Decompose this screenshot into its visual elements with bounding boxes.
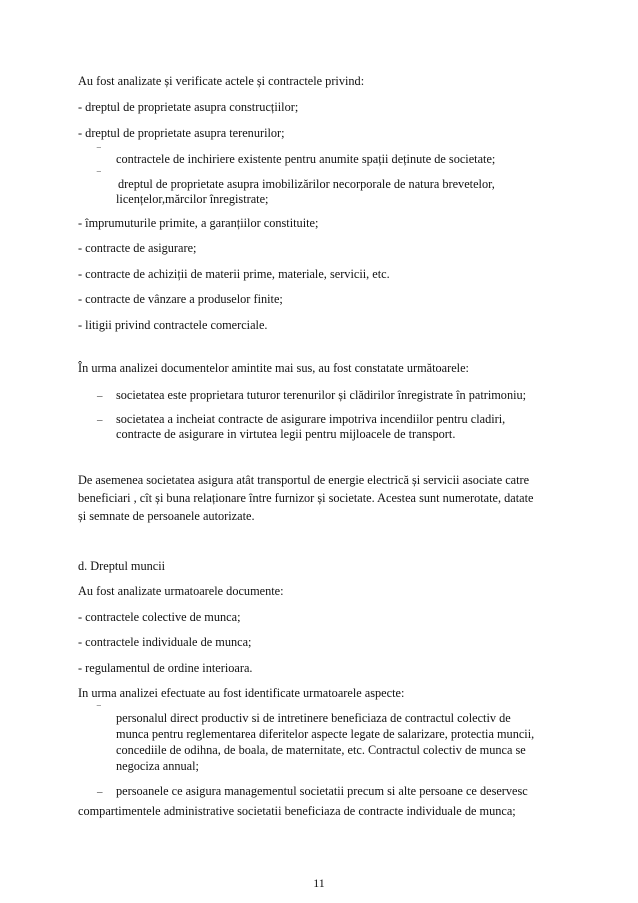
list-item: - contractele colective de munca; [78,610,241,624]
bullet-item: societatea este proprietara tuturor terenurilor și clădirilor înregistrate în patrimoniu; [116,388,527,402]
section1-intro: Au fost analizate și verificate actele și contractele privind: [78,74,365,88]
list-item: - contracte de vânzare a produselor finite; [78,292,283,306]
sub-item: contractele de inchiriere existente pentru anumite spații deținute de societate; [116,152,496,166]
bullet-item: contracte de asigurare in virtutea legii pentru mijloacele de transport. [116,427,456,441]
list-item: - contracte de achiziții de materii prime, materiale, servicii, etc. [78,267,390,281]
bullet-dash: ‾ [97,171,101,183]
section-title: d. Dreptul muncii [78,559,166,573]
bullet-item: personalul direct productiv si de intretinere beneficiaza de contractul colectiv de [116,711,511,725]
list-item: - contracte de asigurare; [78,241,197,255]
page-number: 11 [313,876,325,890]
list-item: - contractele individuale de munca; [78,635,252,649]
bullet-item: negociza annual; [116,759,199,773]
list-item: - litigii privind contractele comerciale. [78,318,268,332]
bullet-dash: _ [97,410,103,422]
bullet-item: concediile de odihna, de boala, de maternitate, etc. Contractul colectiv de munca se [116,743,526,757]
bullet-item: munca pentru reglementarea diferitelor aspecte legate de salarizare, protectia muncii, [116,727,535,741]
section2-intro: În urma analizei documentelor amintite mai sus, au fost constatate următoarele: [78,361,469,375]
section4-intro: Au fost analizate urmatoarele documente: [78,584,284,598]
paragraph-line: beneficiari , cît și buna relaționare între furnizor și societate. Acestea sunt numerotate, datate [78,491,534,505]
bullet-item: societatea a incheiat contracte de asigurare impotriva incendiilor pentru cladiri, [116,412,506,426]
bullet-dash: ‾ [97,147,101,159]
bullet-item: persoanele ce asigura managementul societatii precum si alte persoane ce deservesc [116,784,528,798]
list-item: - dreptul de proprietate asupra construcțiilor; [78,100,299,114]
paragraph-line: De asemenea societatea asigura atât transportul de energie electrică și servicii asociate catre [78,473,530,487]
bullet-dash: ‾ [97,705,101,717]
bullet-dash: _ [97,782,103,794]
list-item: - regulamentul de ordine interioara. [78,661,253,675]
bullet-item: compartimentele administrative societatii beneficiaza de contracte individuale de munca; [78,804,516,818]
sub-item: licențelor,mărcilor înregistrate; [116,192,269,206]
list-item: - dreptul de proprietate asupra terenurilor; [78,126,285,140]
bullet-dash: _ [97,386,103,398]
section4-intro2: In urma analizei efectuate au fost identificate urmatoarele aspecte: [78,686,405,700]
sub-item: dreptul de proprietate asupra imobilizărilor necorporale de natura brevetelor, [118,177,495,191]
paragraph-line: și semnate de persoanele autorizate. [78,509,255,523]
list-item: - împrumuturile primite, a garanțiilor constituite; [78,216,319,230]
